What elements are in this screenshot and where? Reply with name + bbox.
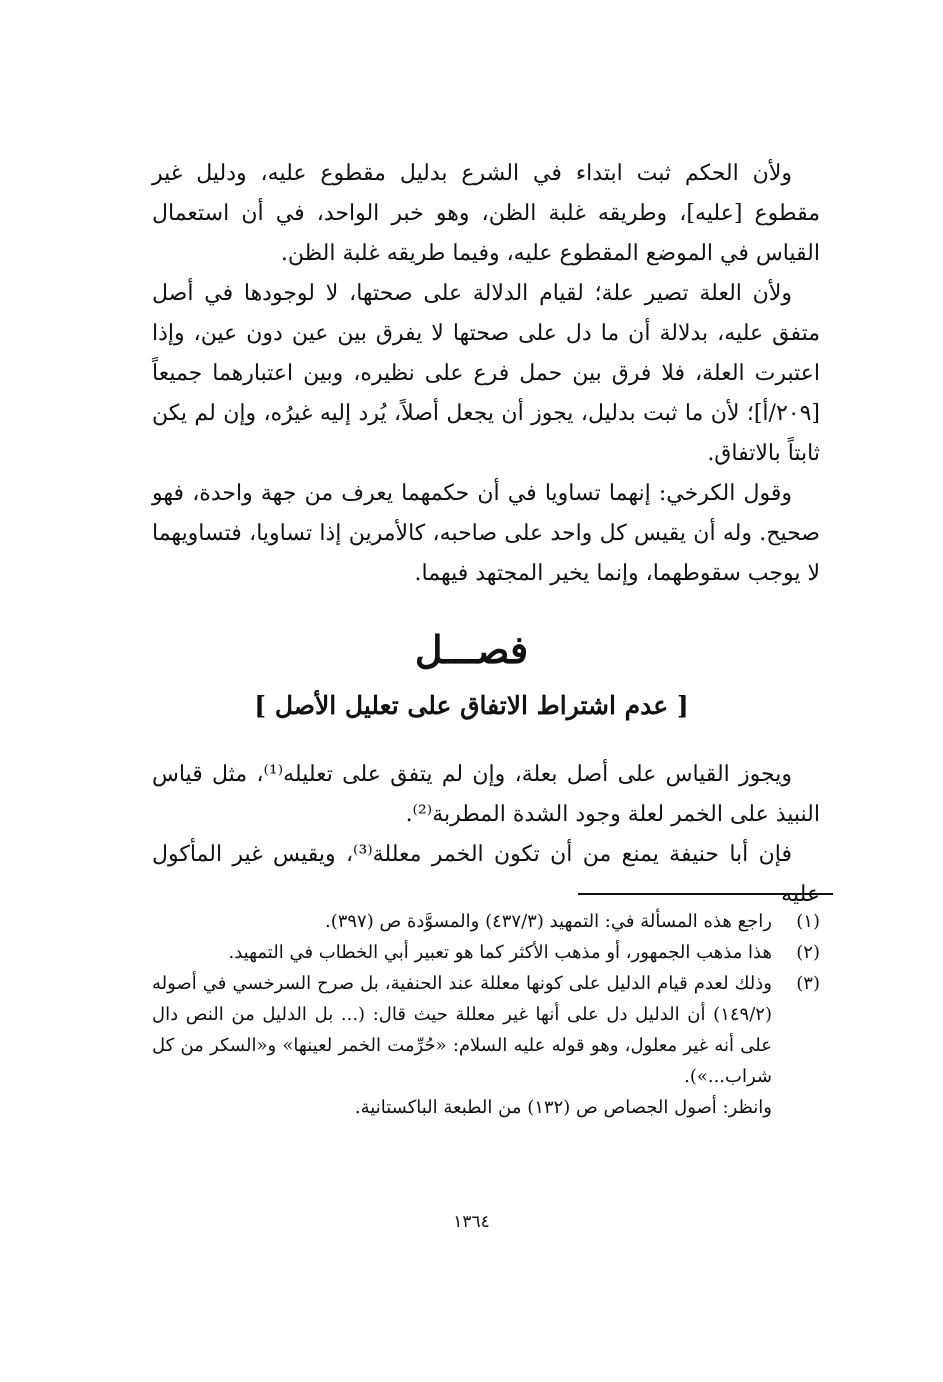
footnote-1 bbox=[152, 906, 820, 937]
footnote-divider bbox=[578, 893, 833, 895]
footnote-text bbox=[152, 968, 772, 1123]
footnote-number: (٢) bbox=[796, 942, 820, 963]
body-paragraph-3: وقول الكرخي: إنهما تساويا في أن حكمهما يعرف من جهة واحدة، فهو صحيح. وله أن يقيس كل واحد على صاحبه، كالأمرين إذا تساويا، فتساويهما لا يوجب سقوطهما، وإنما يخير المجتهد فيهما. bbox=[152, 481, 820, 586]
section-paragraph-2: فإن أبا حنيفة يمنع من أن تكون الخمر معللة⁽³⁾، ويقيس غير المأكول عليه bbox=[152, 842, 820, 907]
body-text bbox=[152, 154, 820, 594]
chapter-subtitle: [ عدم اشتراط الاتفاق على تعليل الأصل ] bbox=[254, 691, 689, 720]
footnote-line: وذلك لعدم قيام الدليل على كونها معللة عند الحنفية، بل صرح السرخسي في أصوله (١٤٩/٢) أن الدليل دل على أنها غير معللة حيث قال: (... بل الدليل من النص دال على أنه غير معلول، وهو قوله عليه السلام: «حُرِّمت الخمر لعينها» و«السكر من كل شراب...»). bbox=[152, 973, 772, 1087]
footnote-number: (٣) bbox=[796, 973, 820, 994]
footnote-text bbox=[152, 906, 772, 937]
footnote-line: هذا مذهب الجمهور، أو مذهب الأكثر كما هو تعبير أبي الخطاب في التمهيد. bbox=[228, 942, 772, 963]
footnote-line: وانظر: أصول الجصاص ص (١٣٢) من الطبعة الباكستانية. bbox=[354, 1097, 772, 1118]
body-paragraph-1: ولأن الحكم ثبت ابتداء في الشرع بدليل مقطوع عليه، ودليل غير مقطوع [عليه]، وطريقه غلبة الظن، وهو خبر الواحد، في أن استعمال القياس في الموضع المقطوع عليه، وفيما طريقه غلبة الظن. bbox=[152, 161, 820, 266]
page-number: ١٣٦٤ bbox=[453, 1212, 490, 1232]
body-paragraph-2: ولأن العلة تصير علة؛ لقيام الدلالة على صحتها، لا لوجودها في أصل متفق عليه، بدلالة أن ما دل على صحتها لا يفرق بين عين دون عين، وإذا اعتبرت العلة، فلا فرق بين حمل فرع على نظيره، وبين اعتبارهما جميعاً [٢٠٩/أ]؛ لأن ما ثبت بدليل، يجوز أن يجعل أصلاً، يُرد إليه غيرُه، وإن لم يكن ثابتاً بالاتفاق. bbox=[152, 281, 820, 466]
section-paragraph-1: ويجوز القياس على أصل بعلة، وإن لم يتفق على تعليله⁽¹⁾، مثل قياس النبيذ على الخمر لعلة وجود الشدة المطربة⁽²⁾. bbox=[152, 762, 820, 827]
footnote-number: (١) bbox=[796, 911, 820, 932]
section-text bbox=[152, 755, 820, 915]
chapter-title: فصـــل bbox=[414, 627, 529, 672]
footnote-3 bbox=[152, 968, 820, 1123]
footnote-2 bbox=[152, 937, 820, 968]
footnote-line: راجع هذه المسألة في: التمهيد (٤٣٧/٣) والمسوَّدة ص (٣٩٧). bbox=[324, 911, 772, 932]
footnote-text bbox=[152, 937, 772, 968]
footnotes bbox=[152, 906, 820, 1123]
